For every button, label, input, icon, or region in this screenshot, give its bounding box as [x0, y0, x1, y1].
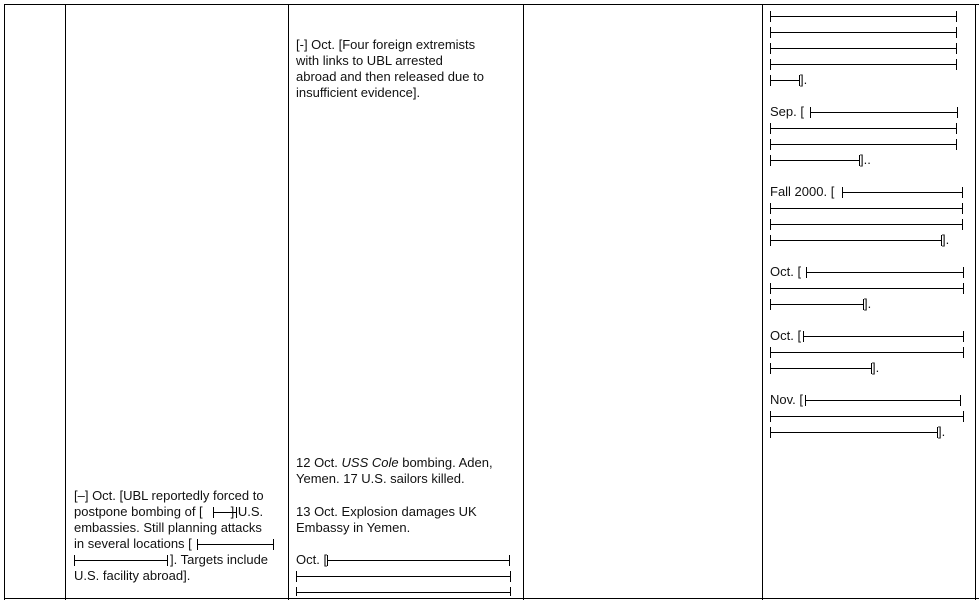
- column-divider: [65, 4, 66, 600]
- entry-line: Embassy in Yemen.: [296, 520, 411, 535]
- entry-line: insufficient evidence].: [296, 85, 421, 100]
- entry-date: 12 Oct.: [296, 455, 342, 470]
- entry-label: Sep. [: [770, 104, 804, 119]
- redaction-bar: [770, 427, 938, 438]
- ship-name: USS Cole: [341, 455, 399, 470]
- table-bottom-border: [4, 598, 979, 599]
- entry-oct-ubl-postpone: [74, 488, 268, 584]
- entry-uk-embassy: [296, 504, 477, 536]
- entry-label: Nov. [: [770, 392, 803, 407]
- redaction-bar: [74, 555, 168, 566]
- redaction-bar: [770, 155, 860, 166]
- column-divider: [288, 4, 289, 600]
- redaction-bar: [770, 411, 964, 422]
- redaction-bar: [770, 27, 957, 38]
- entry-label: Oct. [: [770, 264, 802, 279]
- entry-text: ].: [942, 232, 950, 247]
- redaction-bar: [810, 107, 958, 118]
- redaction-bar: [213, 507, 237, 518]
- table-top-border: [4, 4, 979, 5]
- redaction-bar: [770, 139, 957, 150]
- redaction-bar: [327, 555, 510, 566]
- entry-oct-redacted: [296, 552, 327, 568]
- entry-line: in several locations [: [74, 536, 192, 551]
- redaction-bar: [770, 363, 872, 374]
- entry-line: Yemen. 17 U.S. sailors killed.: [296, 471, 465, 486]
- redaction-bar: [803, 331, 964, 342]
- entry-text: postpone bombing of [: [74, 504, 203, 519]
- column-divider: [762, 4, 763, 600]
- redaction-bar: [770, 43, 957, 54]
- entry-line: with links to UBL arrested: [296, 53, 443, 68]
- redaction-bar: [770, 235, 942, 246]
- redaction-bar: [805, 395, 961, 406]
- entry-line: abroad and then released due to: [296, 69, 484, 84]
- entry-uss-cole: [296, 455, 493, 487]
- entry-text: ]..: [860, 152, 871, 167]
- entry-line: [-] Oct. [Four foreign extremists: [296, 37, 476, 52]
- entry-label: Fall 2000. [: [770, 184, 835, 199]
- redaction-bar: [770, 219, 963, 230]
- entry-text: ] U.S.: [230, 504, 264, 519]
- entry-text: bombing. Aden,: [398, 455, 493, 470]
- redaction-bar: [197, 539, 274, 550]
- redaction-bar: [296, 571, 511, 582]
- redaction-bar: [770, 11, 957, 22]
- redaction-bar: [770, 203, 963, 214]
- entry-oct-arrests: [296, 37, 484, 101]
- redaction-bar: [770, 283, 964, 294]
- entry-label: Oct. [: [770, 328, 802, 343]
- redaction-bar: [296, 587, 511, 596]
- redaction-bar: [770, 75, 800, 86]
- entry-line: 13 Oct. Explosion damages UK: [296, 504, 477, 519]
- entry-text: ].: [800, 72, 808, 87]
- column-divider: [975, 4, 976, 600]
- redaction-bar: [770, 59, 957, 70]
- entry-line: [–] Oct. [UBL reportedly forced to: [74, 488, 264, 503]
- redaction-bar: [770, 347, 964, 358]
- column-divider: [523, 4, 524, 600]
- entry-line: U.S. facility abroad].: [74, 568, 191, 583]
- entry-label: Oct. [: [296, 552, 328, 567]
- redaction-bar: [770, 123, 957, 134]
- entry-text: ].: [872, 360, 880, 375]
- column-divider: [4, 4, 5, 600]
- redaction-bar: [806, 267, 964, 278]
- entry-text: ].: [938, 424, 946, 439]
- entry-text: ].: [864, 296, 872, 311]
- redaction-bar: [842, 187, 963, 198]
- redaction-bar: [770, 299, 864, 310]
- entry-line: embassies. Still planning attacks: [74, 520, 262, 535]
- entry-text: ]. Targets include: [170, 552, 269, 567]
